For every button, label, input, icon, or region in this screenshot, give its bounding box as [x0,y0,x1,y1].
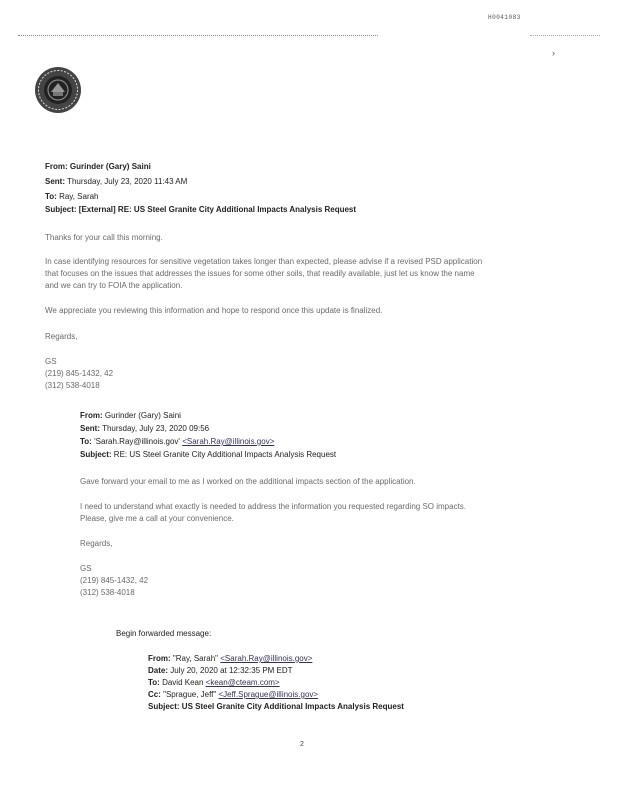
from-value: Gurinder (Gary) Saini [69,162,151,171]
margin-mark: › [552,48,555,58]
to-value: Ray, Sarah [59,192,99,201]
cc-name: "Sprague, Jeff" [163,690,217,699]
fwd-date-row [148,666,293,676]
email1-to-row [45,192,99,202]
forwarded-intro: Begin forwarded message: [116,629,212,638]
email2-sig-phone: (219) 845-1432, 42 [80,576,149,585]
subject-label: Subject: [45,205,77,214]
email1-body-line: that focuses on the issues that addresses the issues for some other soils, that readily available, just let us know the name [45,269,475,278]
email2-body-line: I need to understand what exactly is needed to address the information you requested regarding SO impacts. [80,502,467,511]
email2-body-line: Gave forward your email to me as I worked on the additional impacts section of the application. [80,477,416,486]
scan-dotted-line-right [530,35,600,36]
to-label: To: [80,437,92,446]
to-email-link[interactable]: <Sarah.Ray@illinois.gov> [182,437,275,446]
date-value: July 20, 2020 at 12:32:35 PM EDT [170,666,293,675]
from-value: Gurinder (Gary) Saini [104,411,181,420]
sent-label: Sent: [80,424,100,433]
email1-body-line: In case identifying resources for sensitive vegetation takes longer than expected, please advise if a revised PSD application [45,257,483,266]
sent-label: Sent: [45,177,65,186]
email1-body-line: We appreciate you reviewing this information and hope to respond once this update is finalized. [45,306,383,315]
to-label: To: [45,192,57,201]
fwd-from-row [148,654,312,664]
to-name: 'Sarah.Ray@illinois.gov' [94,437,180,446]
email1-body-line: Thanks for your call this morning. [45,233,163,242]
subject-value: [External] RE: US Steel Granite City Additional Impacts Analysis Request [78,205,357,214]
email1-body-line: and we can try to FOIA the application. [45,281,183,290]
scan-dotted-line [18,35,378,36]
subject-value: RE: US Steel Granite City Additional Impacts Analysis Request [113,450,337,459]
email1-subject-row [45,205,356,215]
email2-sig-phone: (312) 538-4018 [80,588,135,597]
page-number: 2 [300,741,304,748]
agency-seal-icon [34,66,82,119]
email2-sig-name: GS [80,564,92,573]
email2-body-line: Please, give me a call at your convenience. [80,514,234,523]
email1-sent-row [45,177,187,187]
email1-sig-phone: (312) 538-4018 [45,381,100,390]
subject-value: US Steel Granite City Additional Impacts Analysis Request [181,702,404,711]
from-label: From: [45,162,68,171]
email2-regards: Regards, [80,539,113,548]
date-label: Date: [148,666,169,675]
fwd-subject-row [148,702,404,712]
fwd-cc-row [148,690,318,700]
email1-sig-name: GS [45,357,57,366]
email1-from-row [45,162,151,172]
to-email-link[interactable]: <kean@cteam.com> [205,678,280,687]
cc-email-link[interactable]: <Jeff.Sprague@illinois.gov> [218,690,319,699]
to-name: David Kean [162,678,204,687]
subject-label: Subject: [80,450,112,459]
email2-sent-row [80,424,209,434]
from-email-link[interactable]: <Sarah.Ray@illinois.gov> [220,654,313,663]
email1-sig-phone: (219) 845-1432, 42 [45,369,114,378]
email2-to-row [80,437,274,447]
to-label: To: [148,678,160,687]
cc-label: Cc: [148,690,161,699]
subject-label: Subject: [148,702,180,711]
email2-from-row [80,411,181,421]
fwd-to-row [148,678,280,688]
email2-subject-row [80,450,336,460]
from-label: From: [80,411,103,420]
sent-value: Thursday, July 23, 2020 09:56 [102,424,210,433]
from-label: From: [148,654,171,663]
from-name: "Ray, Sarah" [172,654,219,663]
email1-regards: Regards, [45,332,78,341]
sent-value: Thursday, July 23, 2020 11:43 AM [67,177,188,186]
bates-number: H0041083 [488,14,521,21]
